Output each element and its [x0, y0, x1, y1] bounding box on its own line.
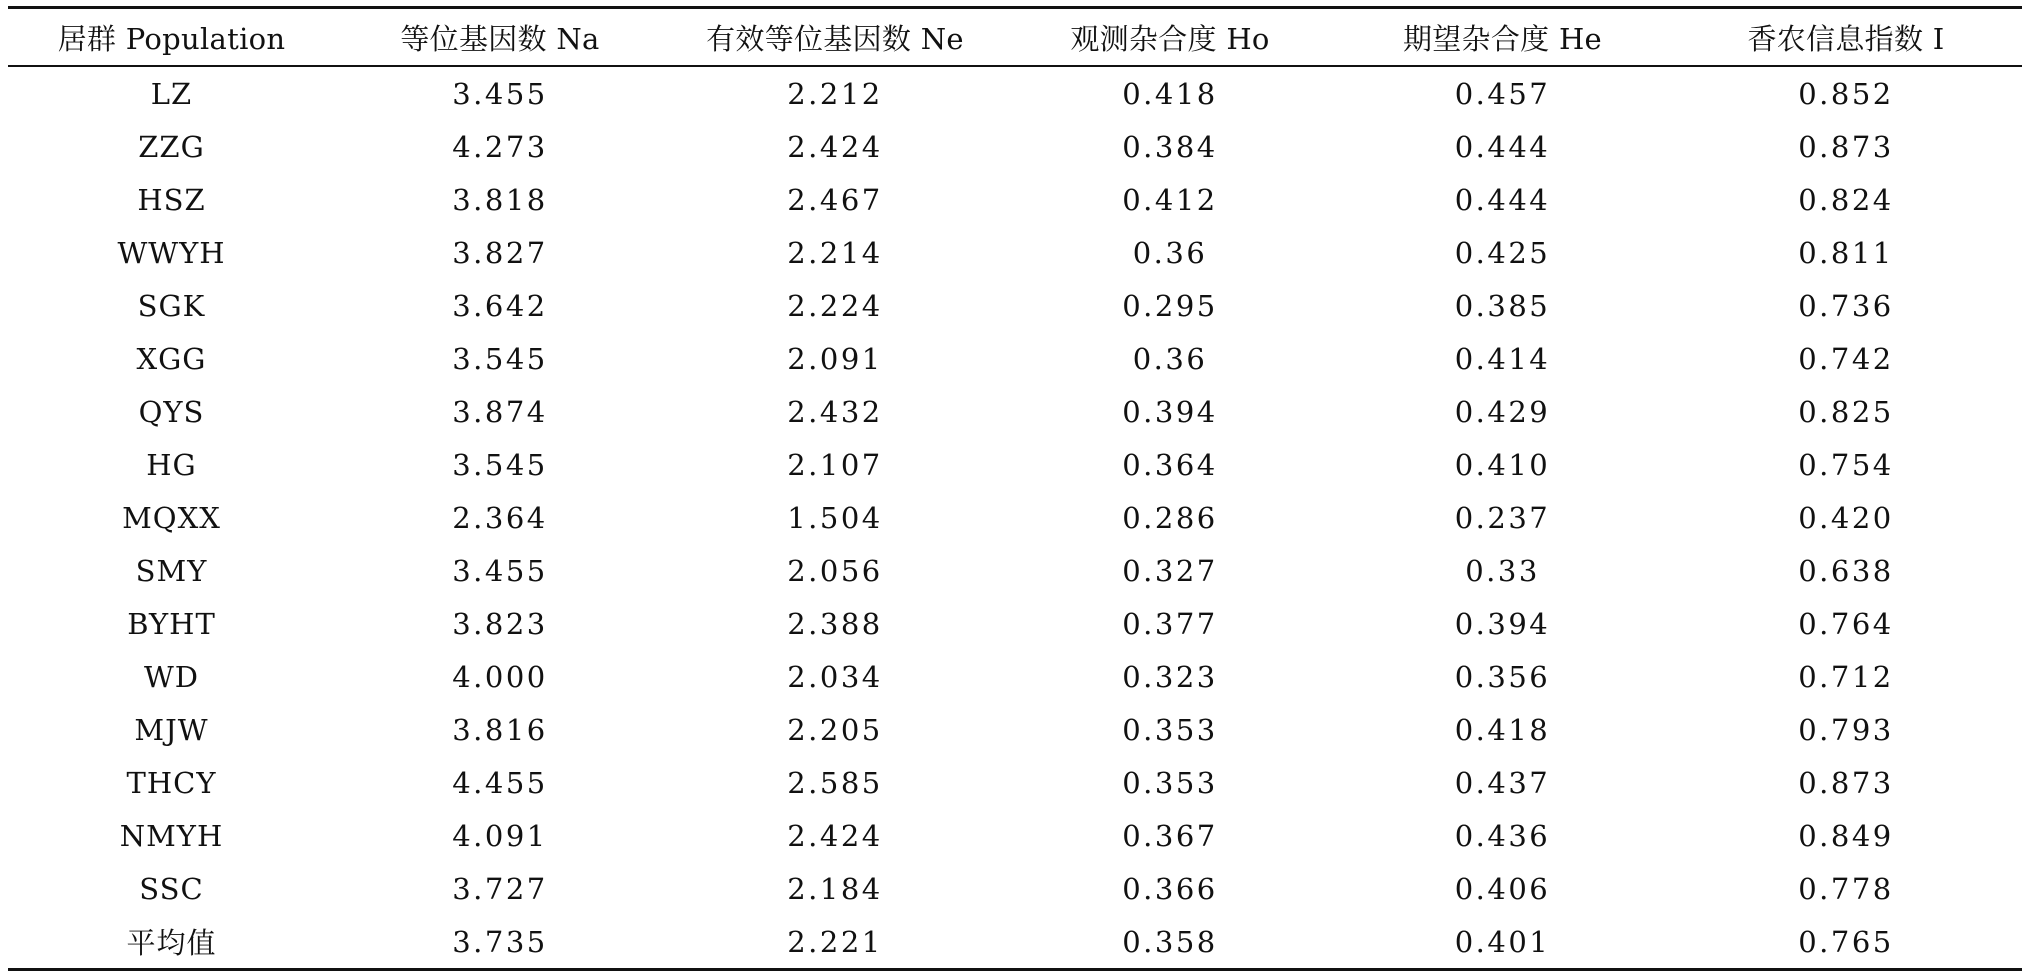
cell-na: 2.364 — [452, 500, 548, 535]
cell-shannon-index: 0.873 — [1798, 765, 1894, 800]
cell-ho: 0.36 — [1132, 341, 1208, 376]
cell-population: QYS — [138, 394, 205, 429]
cell-population: 平均值 — [126, 926, 217, 960]
cell-na: 3.735 — [452, 924, 548, 959]
cell-he: 0.356 — [1454, 659, 1551, 694]
cell-na: 3.818 — [452, 182, 548, 217]
table-row-mean — [8, 915, 2022, 970]
cell-shannon-index: 0.420 — [1798, 500, 1894, 535]
cell-na: 4.273 — [452, 129, 548, 164]
table-row — [8, 703, 2022, 756]
cell-population: HSZ — [137, 182, 206, 217]
cell-na: 3.455 — [452, 76, 548, 111]
cell-shannon-index: 0.712 — [1798, 659, 1894, 694]
cell-population: ZZG — [138, 129, 205, 164]
cell-ne: 2.388 — [787, 606, 883, 641]
table-row — [8, 120, 2022, 173]
cell-shannon-index: 0.765 — [1798, 924, 1894, 959]
cell-na: 4.000 — [452, 659, 548, 694]
table-row — [8, 862, 2022, 915]
cell-ho: 0.353 — [1122, 712, 1218, 747]
cell-ho: 0.384 — [1122, 129, 1218, 164]
cell-ho: 0.36 — [1132, 235, 1208, 270]
cell-shannon-index: 0.638 — [1798, 553, 1894, 588]
header-row — [8, 8, 2022, 67]
table-header — [8, 8, 2022, 67]
header-shannon-index: 香农信息指数 I — [1747, 21, 1945, 56]
cell-he: 0.33 — [1465, 553, 1540, 588]
cell-shannon-index: 0.778 — [1798, 871, 1894, 906]
cell-ho: 0.286 — [1122, 500, 1218, 535]
cell-na: 4.091 — [452, 818, 548, 853]
cell-ho: 0.377 — [1122, 606, 1218, 641]
cell-shannon-index: 0.825 — [1798, 394, 1894, 429]
cell-population: LZ — [150, 76, 193, 111]
cell-ho: 0.358 — [1122, 924, 1218, 959]
cell-ne: 2.585 — [787, 765, 883, 800]
cell-ne: 2.224 — [787, 288, 883, 323]
genetic-diversity-table-container — [8, 6, 2022, 971]
cell-ne: 2.212 — [787, 76, 883, 111]
table-row — [8, 438, 2022, 491]
cell-ho: 0.323 — [1122, 659, 1218, 694]
cell-he: 0.457 — [1454, 76, 1551, 111]
cell-ho: 0.367 — [1122, 818, 1218, 853]
cell-na: 3.827 — [452, 235, 548, 270]
cell-population: BYHT — [127, 606, 216, 641]
cell-population: NMYH — [119, 818, 224, 853]
header-ho: 观测杂合度 Ho — [1070, 21, 1270, 56]
header-population: 居群 Population — [57, 21, 286, 56]
cell-ne: 2.056 — [787, 553, 883, 588]
cell-ne: 2.424 — [787, 129, 883, 164]
cell-shannon-index: 0.742 — [1798, 341, 1894, 376]
cell-ne: 2.221 — [787, 924, 883, 959]
cell-ne: 2.205 — [787, 712, 883, 747]
cell-population: SSC — [139, 871, 204, 906]
cell-shannon-index: 0.873 — [1798, 129, 1894, 164]
cell-he: 0.429 — [1454, 394, 1551, 429]
cell-na: 3.874 — [452, 394, 548, 429]
cell-shannon-index: 0.736 — [1798, 288, 1894, 323]
cell-he: 0.394 — [1454, 606, 1551, 641]
cell-ne: 2.091 — [787, 341, 883, 376]
table-body — [8, 66, 2022, 970]
cell-he: 0.444 — [1454, 129, 1551, 164]
cell-he: 0.425 — [1454, 235, 1551, 270]
cell-shannon-index: 0.811 — [1798, 235, 1894, 270]
cell-he: 0.406 — [1454, 871, 1551, 906]
cell-ne: 1.504 — [787, 500, 883, 535]
cell-shannon-index: 0.849 — [1798, 818, 1894, 853]
cell-population: SMY — [135, 553, 208, 588]
cell-he: 0.385 — [1454, 288, 1551, 323]
cell-ho: 0.418 — [1122, 76, 1218, 111]
cell-ho: 0.366 — [1122, 871, 1218, 906]
cell-he: 0.410 — [1454, 447, 1551, 482]
cell-ho: 0.364 — [1122, 447, 1218, 482]
cell-population: MJW — [134, 712, 209, 747]
cell-na: 4.455 — [452, 765, 548, 800]
cell-he: 0.414 — [1454, 341, 1551, 376]
cell-na: 3.455 — [452, 553, 548, 588]
cell-he: 0.237 — [1454, 500, 1551, 535]
header-na: 等位基因数 Na — [400, 21, 600, 56]
cell-ho: 0.353 — [1122, 765, 1218, 800]
cell-na: 3.823 — [452, 606, 548, 641]
table-row — [8, 650, 2022, 703]
cell-population: MQXX — [122, 500, 221, 535]
table-row — [8, 385, 2022, 438]
table-row — [8, 491, 2022, 544]
cell-he: 0.444 — [1454, 182, 1551, 217]
cell-shannon-index: 0.852 — [1798, 76, 1894, 111]
table-row — [8, 173, 2022, 226]
cell-he: 0.418 — [1454, 712, 1551, 747]
table-row — [8, 756, 2022, 809]
header-he: 期望杂合度 He — [1402, 21, 1603, 56]
cell-population: SGK — [137, 288, 206, 323]
cell-na: 3.816 — [452, 712, 548, 747]
cell-population: HG — [146, 447, 197, 482]
table-row — [8, 544, 2022, 597]
cell-he: 0.436 — [1454, 818, 1551, 853]
cell-na: 3.545 — [452, 447, 548, 482]
cell-shannon-index: 0.754 — [1798, 447, 1894, 482]
cell-ho: 0.295 — [1122, 288, 1218, 323]
cell-ne: 2.214 — [787, 235, 883, 270]
cell-ho: 0.327 — [1122, 553, 1218, 588]
table-row — [8, 809, 2022, 862]
cell-population: WD — [143, 659, 200, 694]
cell-he: 0.401 — [1454, 924, 1551, 959]
table-row — [8, 279, 2022, 332]
genetic-diversity-table — [8, 6, 2022, 971]
cell-ne: 2.467 — [787, 182, 883, 217]
table-row — [8, 332, 2022, 385]
cell-ne: 2.107 — [787, 447, 883, 482]
cell-ho: 0.412 — [1122, 182, 1218, 217]
cell-population: THCY — [126, 765, 217, 800]
cell-population: WWYH — [117, 235, 226, 270]
cell-shannon-index: 0.793 — [1798, 712, 1894, 747]
cell-na: 3.642 — [452, 288, 548, 323]
cell-ne: 2.184 — [787, 871, 883, 906]
cell-ne: 2.432 — [787, 394, 883, 429]
table-row — [8, 226, 2022, 279]
table-row — [8, 66, 2022, 120]
cell-shannon-index: 0.824 — [1798, 182, 1894, 217]
cell-he: 0.437 — [1454, 765, 1551, 800]
cell-na: 3.545 — [452, 341, 548, 376]
cell-population: XGG — [136, 341, 207, 376]
cell-shannon-index: 0.764 — [1798, 606, 1894, 641]
cell-na: 3.727 — [452, 871, 548, 906]
cell-ho: 0.394 — [1122, 394, 1218, 429]
header-ne: 有效等位基因数 Ne — [706, 21, 964, 56]
table-row — [8, 597, 2022, 650]
cell-ne: 2.034 — [787, 659, 883, 694]
cell-ne: 2.424 — [787, 818, 883, 853]
